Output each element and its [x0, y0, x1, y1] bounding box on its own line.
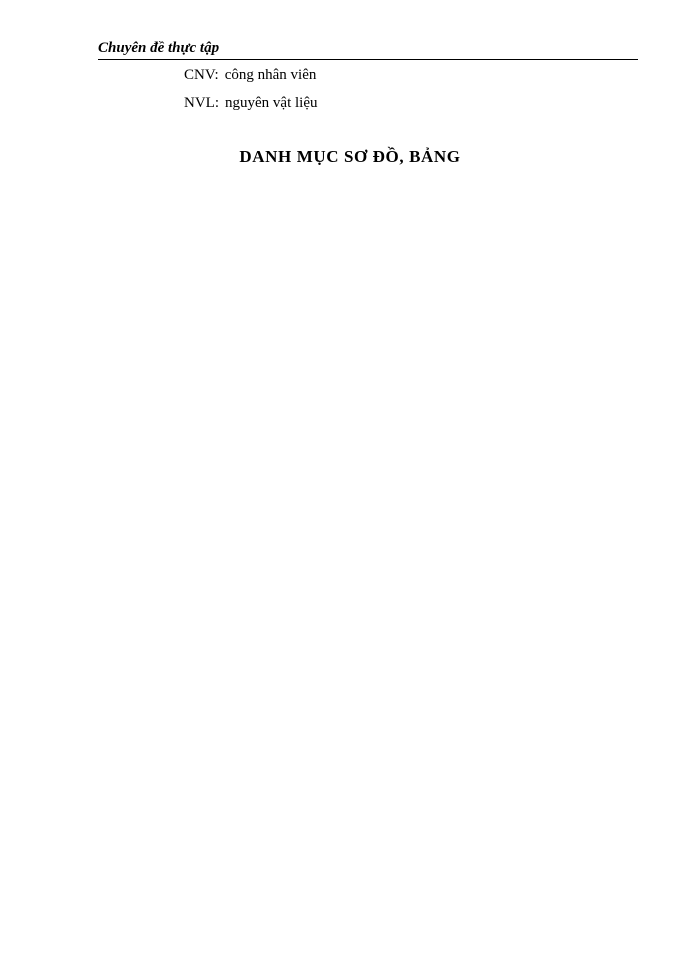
abbreviation-item — [184, 94, 317, 112]
abbreviation-code: NVL: — [184, 95, 219, 111]
header-title: Chuyên đề thực tập — [98, 40, 220, 56]
abbreviation-item — [184, 66, 316, 84]
section-title: DANH MỤC SƠ ĐỒ, BẢNG — [239, 147, 461, 166]
abbreviation-meaning: nguyên vật liệu — [225, 95, 318, 111]
abbreviation-meaning: công nhân viên — [224, 67, 317, 83]
abbreviation-code: CNV: — [184, 67, 219, 83]
page-header — [98, 39, 638, 60]
